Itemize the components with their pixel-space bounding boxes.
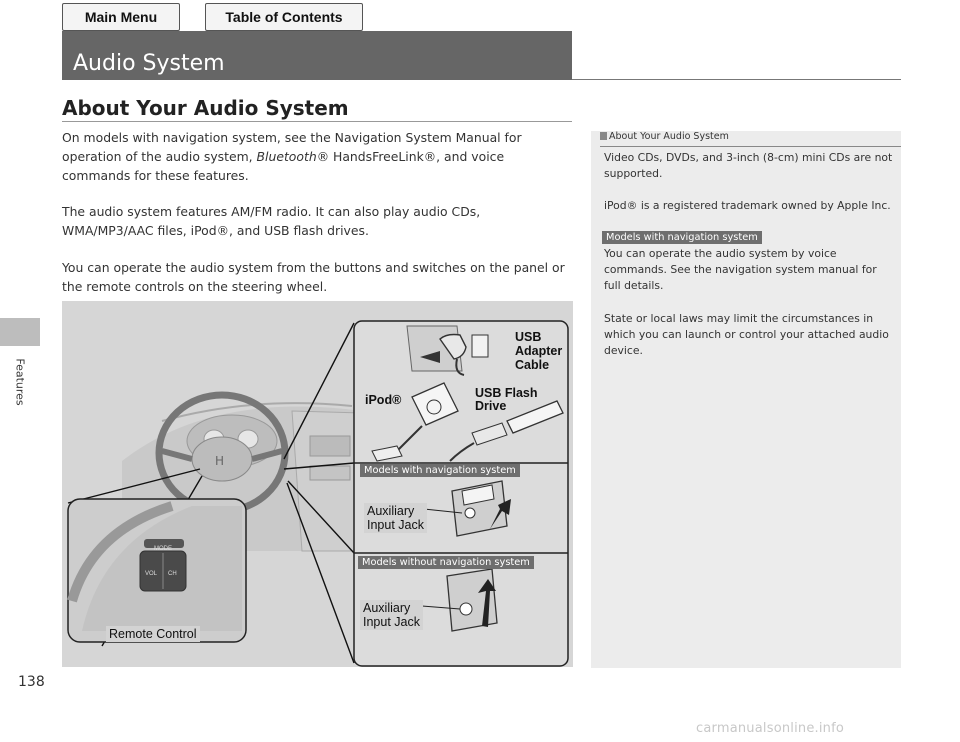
- page-number: 138: [18, 674, 45, 690]
- remote-control-label: Remote Control: [106, 626, 200, 642]
- side-tab-label: Features: [13, 358, 27, 406]
- body-paragraph-1: On models with navigation system, see the Navigation System Manual for operation of the audio system, Bluetooth® HandsFreeLink®, and voice commands for these features.: [62, 130, 522, 183]
- main-menu-button[interactable]: Main Menu: [62, 3, 180, 31]
- models-without-navigation-tag: Models without navigation system: [358, 556, 534, 569]
- site-watermark: carmanualsonline.info: [696, 721, 845, 736]
- table-of-contents-button[interactable]: Table of Contents: [205, 3, 363, 31]
- ipod-label: iPod®: [365, 393, 402, 407]
- usb-adapter-cable-label: USB Adapter Cable: [515, 330, 563, 372]
- auxiliary-input-jack-label-2: Auxiliary Input Jack: [360, 600, 423, 630]
- audio-system-illustration: [62, 301, 573, 667]
- steering-switch-ch-label: CH: [168, 571, 177, 577]
- note-marker-icon: [600, 132, 607, 140]
- sidebar-rule: [600, 146, 901, 147]
- auxiliary-jack-no-nav-icon: [447, 569, 497, 631]
- steering-switch-mode-label: MODE: [154, 546, 172, 552]
- models-with-navigation-tag: Models with navigation system: [360, 464, 520, 477]
- heading-rule: [62, 121, 572, 122]
- sidebar-paragraph-1: Video CDs, DVDs, and 3-inch (8-cm) mini CDs are not supported.: [604, 151, 893, 180]
- sidebar-models-tag: Models with navigation system: [602, 231, 762, 244]
- banner-rule: [572, 79, 901, 80]
- body-paragraph-3: You can operate the audio system from the buttons and switches on the panel or the remote controls on the steering wheel.: [62, 260, 565, 294]
- sidebar-paragraph-2: iPod® is a registered trademark owned by Apple Inc.: [604, 199, 891, 212]
- sidebar-title: About Your Audio System: [600, 131, 729, 142]
- side-tab-marker: [0, 318, 40, 346]
- chapter-title: Audio System: [73, 51, 225, 76]
- chapter-banner: [62, 31, 572, 80]
- sidebar-paragraph-4: State or local laws may limit the circumstances in which you can launch or control your attached audio device.: [604, 312, 889, 357]
- section-heading: About Your Audio System: [62, 96, 349, 120]
- steering-switch-vol-label: VOL: [145, 571, 158, 577]
- auxiliary-input-jack-label-1: Auxiliary Input Jack: [364, 503, 427, 533]
- svg-text:H: H: [215, 454, 225, 468]
- usb-flash-drive-label: USB Flash Drive: [475, 386, 538, 413]
- sidebar-paragraph-3: You can operate the audio system by voice commands. See the navigation system manual for full details.: [604, 247, 877, 292]
- body-paragraph-2: The audio system features AM/FM radio. It can also play audio CDs, WMA/MP3/AAC files, iPod®, and USB flash drives.: [62, 204, 481, 238]
- illustration-graphics: [62, 301, 573, 667]
